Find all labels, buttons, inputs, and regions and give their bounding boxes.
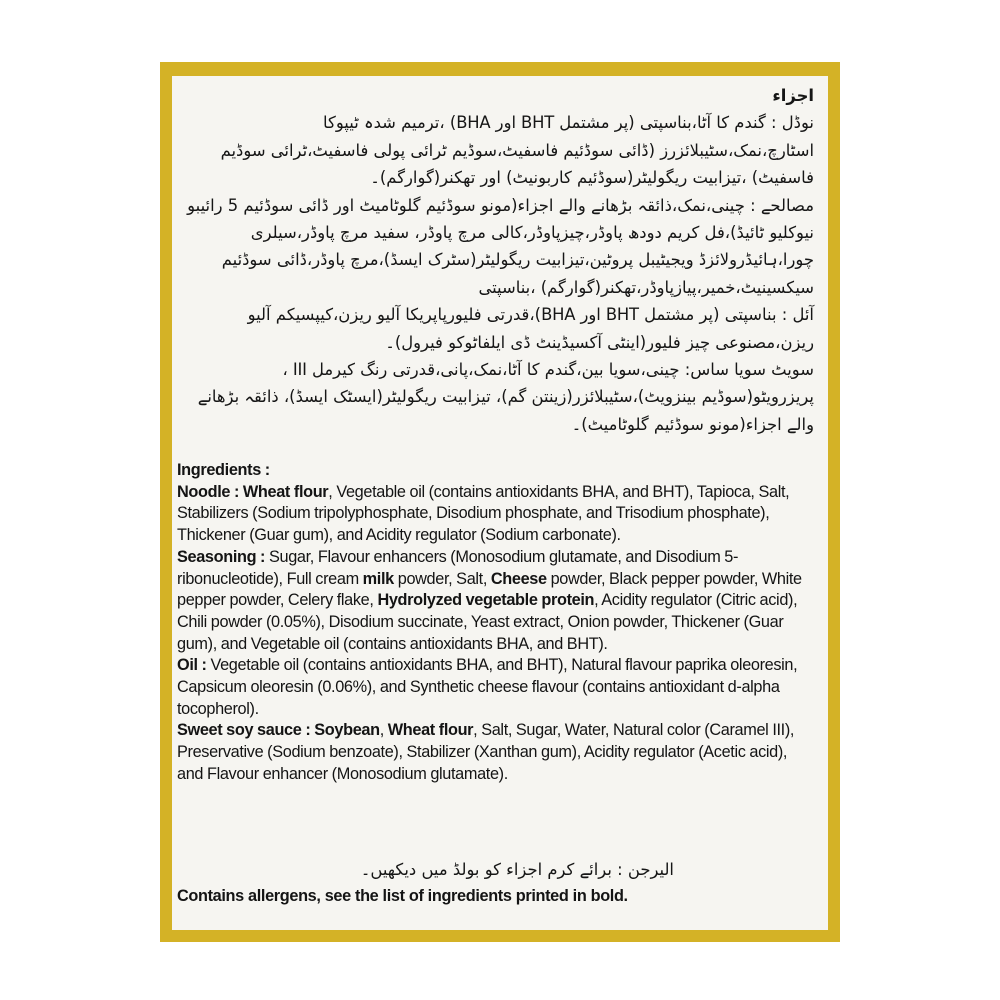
seasoning-text-3: powder, Black pepper powder, White pepper powder, Celery flake, [177,569,802,610]
sweet-soy-text-1: , [379,721,388,740]
urdu-noodle: نوڈل : گندم کا آٹا،بناسپتی (پر مشتمل BHT اور BHA) ،ترمیم شدہ ٹیپوکا اسٹارچ،نمک،سٹیبلائزرز (ڈائی سوڈئیم فاسفیٹ،سوڈیم ٹرائی پولی فاسفیٹ،ٹرائی سوڈیم فاسفیٹ) ،تیزابیت ریگولیٹر(سوڈئیم کاربونیٹ) اور تھکنر(گوارگم)۔ [220,113,814,188]
sweet-soy-paragraph [177,720,813,785]
urdu-sweet-soy: سویٹ سویا ساس: چینی،سویا بین،گندم کا آٹا،نمک،پانی،قدرتی رنگ کیرمل III ، پریزرویٹو(سوڈیم بینزویٹ)،سٹیبلائزر(زینتن گم)، تیزابیت ریگولیٹر(ایسٹک ایسڈ)، ذائقہ بڑھانے والے اجزاء(مونو سوڈئیم گلوٹامیٹ)۔ [197,360,814,434]
oil-text: Vegetable oil (contains antioxidants BHA, and BHT), Natural flavour paprika oleoresin, Capsicum oleoresin (0.06%), and Synthetic cheese flavour (contains antioxidant d-alpha tocopherol). [177,656,798,718]
oil-paragraph [177,655,813,720]
seasoning-paragraph [177,547,813,656]
noodle-paragraph [177,482,813,547]
seasoning-text-4: , Acidity regulator (Citric acid), Chili powder (0.05%), Disodium succinate, Yeast extract, Onion powder, Thickener (Guar gum), and Vegetable oil (contains antioxidants BHA, and BHT). [177,591,798,653]
sweet-soy-label: Sweet soy sauce : [177,721,311,740]
seasoning-text-1: Sugar, Flavour enhancers (Monosodium glutamate, and Disodium 5-ribonucleotide), Full cream [177,547,739,588]
noodle-text: , Vegetable oil (contains antioxidants BHA, and BHT), Tapioca, Salt, Stabilizers (Sodium tripolyphosphate, Disodium phosphate, and Trisodium phosphate), Thickener (Guar gum), and Acidity regulator (Sodium carbonate). [177,482,790,545]
urdu-seasoning: مصالحے : چینی،نمک،ذائقہ بڑھانے والے اجزاء(مونو سوڈئیم گلوٹامیٹ اور ڈائی سوڈئیم 5 رائیبو نیوکلیو ٹائیڈ)،فل کریم دودھ پاوڈر،چیزپاوڈر،کالی مرچ پاوڈر، سفید مرچ پاوڈر،سیلری چورا،ہائیڈرولائزڈ ویجیٹیبل پروٹین،تیزابیت ریگولیٹر(سٹرک ایسڈ)،مرچ پاوڈر،ڈائی سوڈئیم سیکسینیٹ،خمیر،پیازپاوڈر،تھکنر(گوارگم) ،بناسپتی [187,195,814,297]
seasoning-bold-2: Cheese [490,569,547,588]
urdu-allergen-note: الیرجن : برائے کرم اجزاء کو بولڈ میں دیکھیں۔ [360,860,674,879]
sweet-soy-bold-1: Soybean [314,721,380,740]
urdu-heading: اجزاء [772,86,814,105]
seasoning-bold-1: milk [362,569,394,588]
seasoning-bold-3: Hydrolyzed vegetable protein [377,591,595,610]
english-ingredients [177,460,813,786]
seasoning-label: Seasoning : [177,547,266,566]
noodle-bold: Wheat flour [242,482,329,501]
sweet-soy-bold-2: Wheat flour [387,721,474,740]
sweet-soy-text-2: , Salt, Sugar, Water, Natural color (Caramel III), Preservative (Sodium benzoate), Stabilizer (Xanthan gum), Acidity regulator (Acetic acid), and Flavour enhancer (Monosodium glutamate). [177,721,795,783]
urdu-ingredients [186,82,814,438]
urdu-oil: آئل : بناسپتی (پر مشتمل BHT اور BHA)،قدرتی فلیورپاپریکا آلیو ریزن،کیپسیکم آلیو ریزن،مصنوعی چیز فلیور(اینٹی آکسیڈینٹ ڈی ایلفاٹوکو فیرول)۔ [247,305,814,352]
oil-label: Oil : [177,656,207,675]
allergen-note: Contains allergens, see the list of ingredients printed in bold. [177,887,628,905]
noodle-label: Noodle : [177,482,240,501]
seasoning-text-2: powder, Salt, [393,569,491,588]
ingredients-label [172,76,828,930]
ingredients-heading: Ingredients : [177,461,270,479]
